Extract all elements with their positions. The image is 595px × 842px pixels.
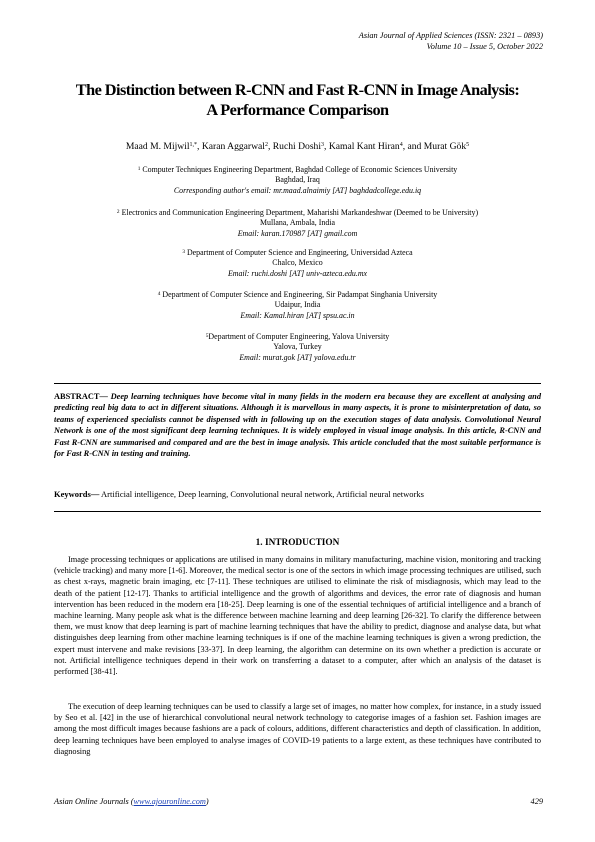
affiliation-email: Email: murat.gok [AT] yalova.edu.tr: [239, 352, 356, 362]
affiliation-number: 2: [116, 209, 120, 215]
author: [424, 141, 469, 152]
section-heading: 1. INTRODUCTION: [255, 538, 340, 548]
author: [202, 141, 273, 152]
title-line-2: A Performance Comparison: [206, 100, 389, 119]
footer-journal: Asian Online Journals (www.ajouronline.com): [54, 797, 209, 806]
affiliation-location: Baghdad, Iraq: [275, 175, 320, 185]
affiliation-block: [50, 208, 545, 239]
author-name: Ruchi Doshi: [272, 141, 322, 152]
body-paragraph: Image processing techniques or applications are utilised in many domains in military manufacturing, machine vision, monitoring and tracking (vehicle tracking) and many more [1-6]. Moreover, the medical sector is one of the sectors in which image processing techniques are utilised, such as chest x-rays, magnetic brain imaging, etc [7-11]. These techniques are utilised to eliminate the risk of misdiagnosis, which may lead to the death of the patient [12-17]. Thanks to artificial intelligence and the growth of algorithms and devices, the error rate of diagnosis and human intervention has been reduced in the modern era [18-25]. Deep learning is one of the essential techniques of artificial intelligence and a branch of machine learning. Many people ask what is the difference between machine learning and deep learning [26-32]. To clarify the difference between them, we must know that deep learning is part of machine learning techniques that have the ability to predict, diagnose and analyse data, but what distinguishes deep learning from other machine learning techniques is if one of the machine learning techniques is given a wrong prediction, the expert must intervene and make revisions [33-37]. In deep learning, the algorithm can determine on its own whether a prediction is accurate or not. Artificial intelligence techniques depend in their work on transferring a dataset to a computer, after which an analysis of the dataset is performed [38-41].: [54, 555, 541, 677]
journal-name-line: Asian Journal of Applied Sciences (ISSN: 2321 – 0893): [358, 31, 543, 40]
author: [273, 141, 329, 152]
author-separator: ,: [197, 141, 202, 152]
affiliation-department: $^4$ Department of Computer Science and Engineering, Sir Padampat Singhania University: [157, 290, 438, 299]
author-affiliation-mark: 1,*: [189, 142, 198, 148]
journal-header: [359, 30, 543, 52]
affiliation-block: [50, 165, 545, 196]
affiliation-department: $^5$Department of Computer Engineering, Yalova University: [205, 332, 390, 341]
keywords-label: Keywords—: [54, 489, 100, 499]
affiliation-number: 5: [205, 333, 209, 339]
author-affiliation-mark: 3: [321, 142, 325, 148]
author-affiliation-mark: 5: [466, 142, 470, 148]
author-name: Kamal Kant Hiran: [328, 141, 400, 152]
affiliation-block: [50, 290, 545, 321]
author-affiliation-mark: 4: [399, 142, 403, 148]
affiliation-location: Yalova, Turkey: [273, 342, 322, 352]
keywords-text: Artificial intelligence, Deep learning, Convolutional neural network, Artificial neural networks: [101, 489, 424, 499]
abstract-label: ABSTRACT—: [54, 392, 108, 401]
affiliation-department: $^3$ Department of Computer Science and Engineering, Universidad Azteca: [182, 248, 413, 257]
affiliation-block: [50, 248, 545, 279]
affiliation-department: $^1$ Computer Techniques Engineering Department, Baghdad College of Economic Sciences University: [137, 165, 458, 174]
journal-website-link[interactable]: www.ajouronline.com: [133, 797, 206, 806]
body-paragraph: The execution of deep learning techniques can be used to classify a large set of images, no matter how complex, for instance, in a study issued by Seo et al. [42] in the use of hierarchical convolutional neural network technology to categorise images of a fashion set. Fashion images are among the most difficult images because fashions are a pack of colours, additions, different characteristics and depth of classification. In addition, deep learning techniques have been employed to analyse images of COVID-19 patients to a large extent, as these techniques have contributed to diagnosing: [54, 702, 541, 756]
title-line-1: The Distinction between R-CNN and Fast R-CNN in Image Analysis:: [75, 80, 520, 99]
affiliation-number: 3: [182, 249, 185, 255]
author-name: Karan Aggarwal: [201, 141, 265, 152]
paper-title: [40, 80, 555, 120]
author-separator: ,: [324, 141, 329, 152]
author-separator: ,: [267, 141, 273, 152]
author: [329, 141, 424, 152]
affiliation-location: Udaipur, India: [274, 300, 321, 310]
author-name: Maad M. Mijwil: [125, 141, 190, 152]
affiliation-email: Email: Kamal.hiran [AT] spsu.ac.in: [240, 310, 355, 320]
author-affiliation-mark: 2: [264, 142, 268, 148]
keywords: [54, 489, 541, 500]
affiliation-number: 1: [137, 166, 141, 172]
abstract-text: Deep learning techniques have become vital in many fields in the modern era because they are excellent at analysing and predicting real big data to act in different situations. Although it is marvellous in many aspects, it is prone to misinterpretation of data, so teams of experienced specialists cannot be dispensed with in following up on the execution stages of data analysis. Convolutional Neural Network is one of the most significant deep learning techniques. It is widely employed in visual image analysis. In this article, R-CNN and Fast R-CNN are summarised and compared and are the best in image analysis. This article concluded that the most suitable performance is for Fast R-CNN in testing and training.: [54, 392, 541, 459]
journal-volume-line: Volume 10 – Issue 5, October 2022: [426, 42, 543, 51]
keywords-bottom-rule: [54, 511, 541, 512]
affiliation-email: Email: karan.170987 [AT] gmail.com: [237, 228, 358, 238]
abstract: [54, 391, 541, 460]
affiliation-email: Corresponding author's email: mr.maad.alnaimiy [AT] baghdadcollege.edu.iq: [173, 185, 422, 195]
abstract-top-rule: [54, 383, 541, 384]
affiliation-department: $^2$ Electronics and Communication Engineering Department, Maharishi Markandeshwar (Deemed to be University): [116, 208, 479, 217]
affiliation-block: [50, 332, 545, 363]
affiliation-location: Chalco, Mexico: [272, 258, 323, 268]
affiliation-email: Email: ruchi.doshi [AT] univ-azteca.edu.mx: [227, 268, 368, 278]
author-list: [40, 141, 555, 153]
affiliation-number: 4: [157, 291, 161, 297]
author-separator: , and: [402, 141, 424, 152]
author: [126, 141, 202, 152]
page-number: 429: [530, 797, 543, 806]
author-name: Murat Gök: [423, 141, 467, 152]
affiliation-location: Mullana, Ambala, India: [260, 218, 335, 228]
